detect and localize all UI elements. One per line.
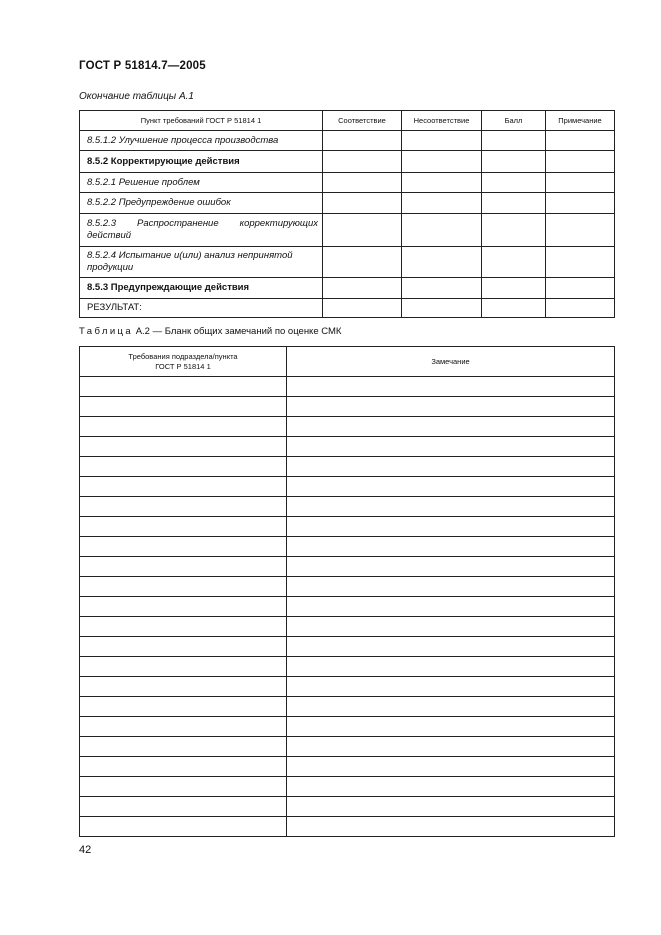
table2-row [80, 657, 615, 677]
table2-row [80, 757, 615, 777]
table2-row [80, 777, 615, 797]
table2-requirement-cell [80, 617, 287, 637]
table1-score-cell [482, 173, 546, 193]
table1-conformity-cell [323, 193, 402, 214]
table2-row [80, 517, 615, 537]
table2-remark-cell [287, 657, 615, 677]
table2-row [80, 397, 615, 417]
table2-row [80, 437, 615, 457]
table1-nonconformity-cell [402, 131, 482, 151]
table2-requirement-cell [80, 817, 287, 837]
table2-requirement-cell [80, 437, 287, 457]
table2-remark-cell [287, 577, 615, 597]
table1-conformity-cell [323, 151, 402, 173]
table1-conformity-cell [323, 278, 402, 299]
table1-note-cell [546, 173, 615, 193]
table2-header-row [80, 347, 615, 377]
table1-score-cell [482, 131, 546, 151]
table2-requirement-cell [80, 737, 287, 757]
table1-nonconformity-cell [402, 193, 482, 214]
table2-remark-cell [287, 697, 615, 717]
table2-remark-cell [287, 377, 615, 397]
table1-requirement-cell: 8.5.2.1 Решение проблем [80, 173, 323, 193]
table2-row [80, 457, 615, 477]
table1-col-nonconformity: Несоответствие [402, 111, 482, 131]
table1-nonconformity-cell [402, 214, 482, 247]
table1-row [80, 214, 615, 247]
table1-col-conformity: Соответствие [323, 111, 402, 131]
table2-remark-cell [287, 617, 615, 637]
table1-col-score: Балл [482, 111, 546, 131]
table2-requirement-cell [80, 457, 287, 477]
table2-requirement-cell [80, 797, 287, 817]
table2-requirement-cell [80, 597, 287, 617]
table2-row [80, 737, 615, 757]
table1-row [80, 247, 615, 278]
table1-requirement-cell: 8.5.1.2 Улучшение процесса производства [80, 131, 323, 151]
table2-remark-cell [287, 777, 615, 797]
table1-note-cell [546, 193, 615, 214]
table2-remark-cell [287, 677, 615, 697]
table1-row [80, 299, 615, 318]
table1-row [80, 173, 615, 193]
table1-conformity-cell [323, 173, 402, 193]
table1-requirement-cell: 8.5.2.4 Испытание и(или) анализ непринятой продукции [80, 247, 323, 278]
table1-row [80, 278, 615, 299]
table1-nonconformity-cell [402, 151, 482, 173]
table1-col-note: Примечание [546, 111, 615, 131]
table1-requirement-cell: РЕЗУЛЬТАТ: [80, 299, 323, 318]
table2-remark-cell [287, 757, 615, 777]
table2-requirement-cell [80, 497, 287, 517]
table1-note-cell [546, 151, 615, 173]
table2-row [80, 497, 615, 517]
table1-caption: Окончание таблицы А.1 [79, 91, 194, 102]
table1-note-cell [546, 214, 615, 247]
table1-score-cell [482, 151, 546, 173]
table1-row [80, 193, 615, 214]
table1-note-cell [546, 299, 615, 318]
table1-row [80, 151, 615, 173]
table2-requirement-cell [80, 777, 287, 797]
table1-conformity-cell [323, 131, 402, 151]
table2-row [80, 817, 615, 837]
table2-row [80, 577, 615, 597]
table2-remark-cell [287, 477, 615, 497]
table1-nonconformity-cell [402, 299, 482, 318]
table1-score-cell [482, 193, 546, 214]
table2-remark-cell [287, 537, 615, 557]
table2-caption-text: А.2 — Бланк общих замечаний по оценке СМК [135, 326, 342, 337]
table2-row [80, 557, 615, 577]
table2-requirement-cell [80, 677, 287, 697]
table1-conformity-cell [323, 214, 402, 247]
table1-nonconformity-cell [402, 173, 482, 193]
table2-row [80, 617, 615, 637]
table2-requirement-cell [80, 577, 287, 597]
table1-requirement-cell: 8.5.2.3 Распространение корректирующих действий [80, 214, 323, 247]
table2-remark-cell [287, 437, 615, 457]
table2-requirement-cell [80, 517, 287, 537]
table2-caption-label: Таблица [79, 326, 134, 337]
table1-conformity-cell [323, 299, 402, 318]
table1-requirement-cell: 8.5.3 Предупреждающие действия [80, 278, 323, 299]
table2-row [80, 597, 615, 617]
table2-remark-cell [287, 737, 615, 757]
table1-note-cell [546, 247, 615, 278]
table2-remark-cell [287, 557, 615, 577]
table1-header-row [80, 111, 615, 131]
table2-remark-cell [287, 817, 615, 837]
table2-col-requirement-label: Требования подраздела/пункта ГОСТ Р 51814 1 [128, 351, 238, 371]
table2-requirement-cell [80, 717, 287, 737]
table2-requirement-cell [80, 397, 287, 417]
table1-note-cell [546, 278, 615, 299]
table2-row [80, 637, 615, 657]
page-number: 42 [79, 844, 92, 856]
table2-remark-cell [287, 517, 615, 537]
table1-col-requirement: Пункт требований ГОСТ Р 51814 1 [80, 111, 323, 131]
table1-score-cell [482, 247, 546, 278]
table2-remark-cell [287, 797, 615, 817]
table1-conformity-cell [323, 247, 402, 278]
table1-note-cell [546, 131, 615, 151]
table1-requirement-cell: 8.5.2.2 Предупреждение ошибок [80, 193, 323, 214]
table2-remark-cell [287, 597, 615, 617]
table2-row [80, 477, 615, 497]
table2-row [80, 417, 615, 437]
table1-score-cell [482, 214, 546, 247]
table2-requirement-cell [80, 537, 287, 557]
table2-remark-cell [287, 497, 615, 517]
table2-remark-cell [287, 417, 615, 437]
table2-row [80, 537, 615, 557]
table2-remark-cell [287, 637, 615, 657]
table1-requirement-cell: 8.5.2 Корректирующие действия [80, 151, 323, 173]
table2-row [80, 697, 615, 717]
table2 [79, 346, 615, 837]
table1-score-cell [482, 278, 546, 299]
table2-col-requirement [80, 347, 287, 377]
table2-requirement-cell [80, 557, 287, 577]
table2-requirement-cell [80, 637, 287, 657]
table1-nonconformity-cell [402, 247, 482, 278]
table1 [79, 110, 615, 318]
table2-remark-cell [287, 457, 615, 477]
table2-row [80, 717, 615, 737]
table2-requirement-cell [80, 697, 287, 717]
table2-remark-cell [287, 397, 615, 417]
table1-score-cell [482, 299, 546, 318]
table1-row [80, 131, 615, 151]
table2-remark-cell [287, 717, 615, 737]
table2-row [80, 797, 615, 817]
table2-requirement-cell [80, 377, 287, 397]
table2-requirement-cell [80, 757, 287, 777]
table2-row [80, 377, 615, 397]
table2-row [80, 677, 615, 697]
table2-caption [79, 326, 341, 337]
table2-col-remark: Замечание [287, 347, 615, 377]
table2-requirement-cell [80, 477, 287, 497]
table2-requirement-cell [80, 657, 287, 677]
table1-nonconformity-cell [402, 278, 482, 299]
table2-requirement-cell [80, 417, 287, 437]
document-header: ГОСТ Р 51814.7—2005 [79, 60, 206, 72]
